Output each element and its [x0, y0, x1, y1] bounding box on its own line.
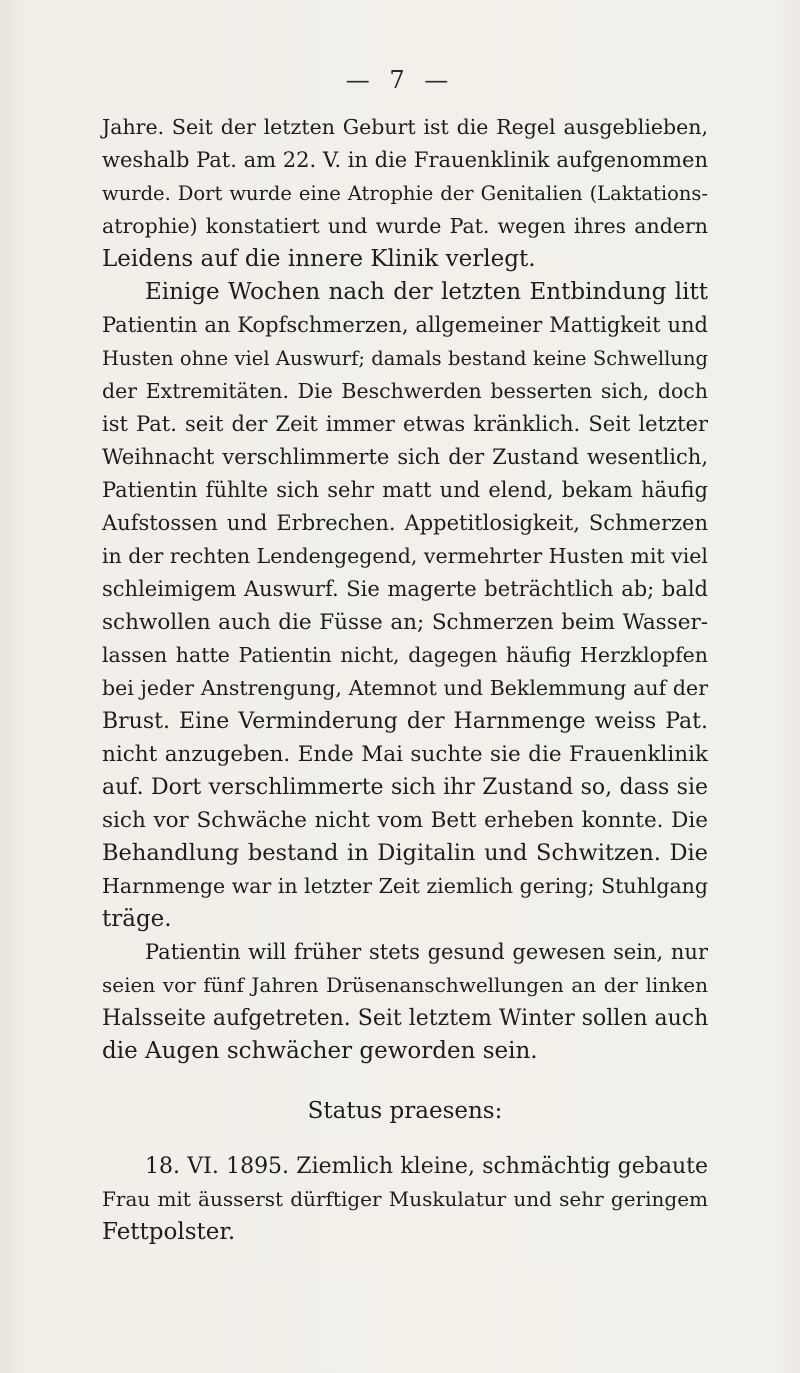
paragraph-2: [102, 276, 708, 936]
text-line: die Augen schwächer geworden sein.: [102, 1038, 538, 1064]
text-line: wurde. Dort wurde eine Atrophie der Genitalien (Laktations-: [102, 182, 708, 205]
text-line: nicht anzugeben. Ende Mai suchte sie die Frauenklinik: [102, 742, 708, 767]
text-line: Patientin fühlte sich sehr matt und elend, bekam häufig: [102, 478, 708, 502]
text-line: träge.: [102, 906, 172, 932]
text-line: bei jeder Anstrengung, Atemnot und Beklemmung auf der: [102, 676, 708, 700]
body-text: [102, 111, 708, 1249]
text-line: in der rechten Lendengegend, vermehrter Husten mit viel: [102, 544, 708, 568]
text-line: ist Pat. seit der Zeit immer etwas kränklich. Seit letzter: [102, 412, 708, 436]
text-line: Behandlung bestand in Digitalin und Schwitzen. Die: [102, 840, 708, 866]
page-number: — 7 —: [345, 66, 455, 94]
text-line: Weihnacht verschlimmerte sich der Zustand wesentlich,: [102, 445, 708, 469]
text-line: Frau mit äusserst dürftiger Muskulatur und sehr geringem: [102, 1187, 708, 1211]
text-line: Leidens auf die innere Klinik verlegt.: [102, 246, 536, 272]
text-line: schleimigem Auswurf. Sie magerte beträchtlich ab; bald: [102, 577, 708, 601]
text-line: Halsseite aufgetreten. Seit letztem Winter sollen auch: [102, 1006, 709, 1031]
text-line: Patientin will früher stets gesund gewesen sein, nur: [145, 940, 708, 964]
text-line: auf. Dort verschlimmerte sich ihr Zustand so, dass sie: [102, 775, 708, 800]
paragraph-3: [102, 936, 708, 1068]
text-line: atrophie) konstatiert und wurde Pat. wegen ihres andern: [102, 214, 708, 238]
text-line: Brust. Eine Verminderung der Harnmenge weiss Pat.: [102, 709, 708, 734]
text-line: Fettpolster.: [102, 1219, 236, 1245]
text-line: sich vor Schwäche nicht vom Bett erheben konnte. Die: [102, 808, 708, 833]
paragraph-4: [102, 1150, 708, 1249]
text-line: weshalb Pat. am 22. V. in die Frauenklinik aufgenommen: [102, 148, 708, 172]
text-line: der Extremitäten. Die Beschwerden besserten sich, doch: [102, 379, 708, 403]
text-line: Jahre. Seit der letzten Geburt ist die Regel ausgeblieben,: [102, 115, 708, 139]
text-line: Einige Wochen nach der letzten Entbindung litt: [145, 279, 708, 305]
text-line: lassen hatte Patientin nicht, dagegen häufig Herzklopfen: [102, 643, 708, 667]
text-line: schwollen auch die Füsse an; Schmerzen beim Wasser-: [102, 610, 708, 635]
text-line: Aufstossen und Erbrechen. Appetitlosigkeit, Schmerzen: [102, 511, 708, 535]
text-line: 18. VI. 1895. Ziemlich kleine, schmächtig gebaute: [145, 1154, 708, 1179]
text-line: Husten ohne viel Auswurf; damals bestand keine Schwellung: [102, 347, 708, 370]
paragraph-1: [102, 111, 708, 276]
text-line: Patientin an Kopfschmerzen, allgemeiner Mattigkeit und: [102, 313, 708, 337]
text-line: Harnmenge war in letzter Zeit ziemlich gering; Stuhlgang: [102, 874, 708, 898]
section-heading: Status praesens:: [307, 1098, 503, 1124]
text-line: seien vor fünf Jahren Drüsenanschwellungen an der linken: [102, 973, 708, 997]
